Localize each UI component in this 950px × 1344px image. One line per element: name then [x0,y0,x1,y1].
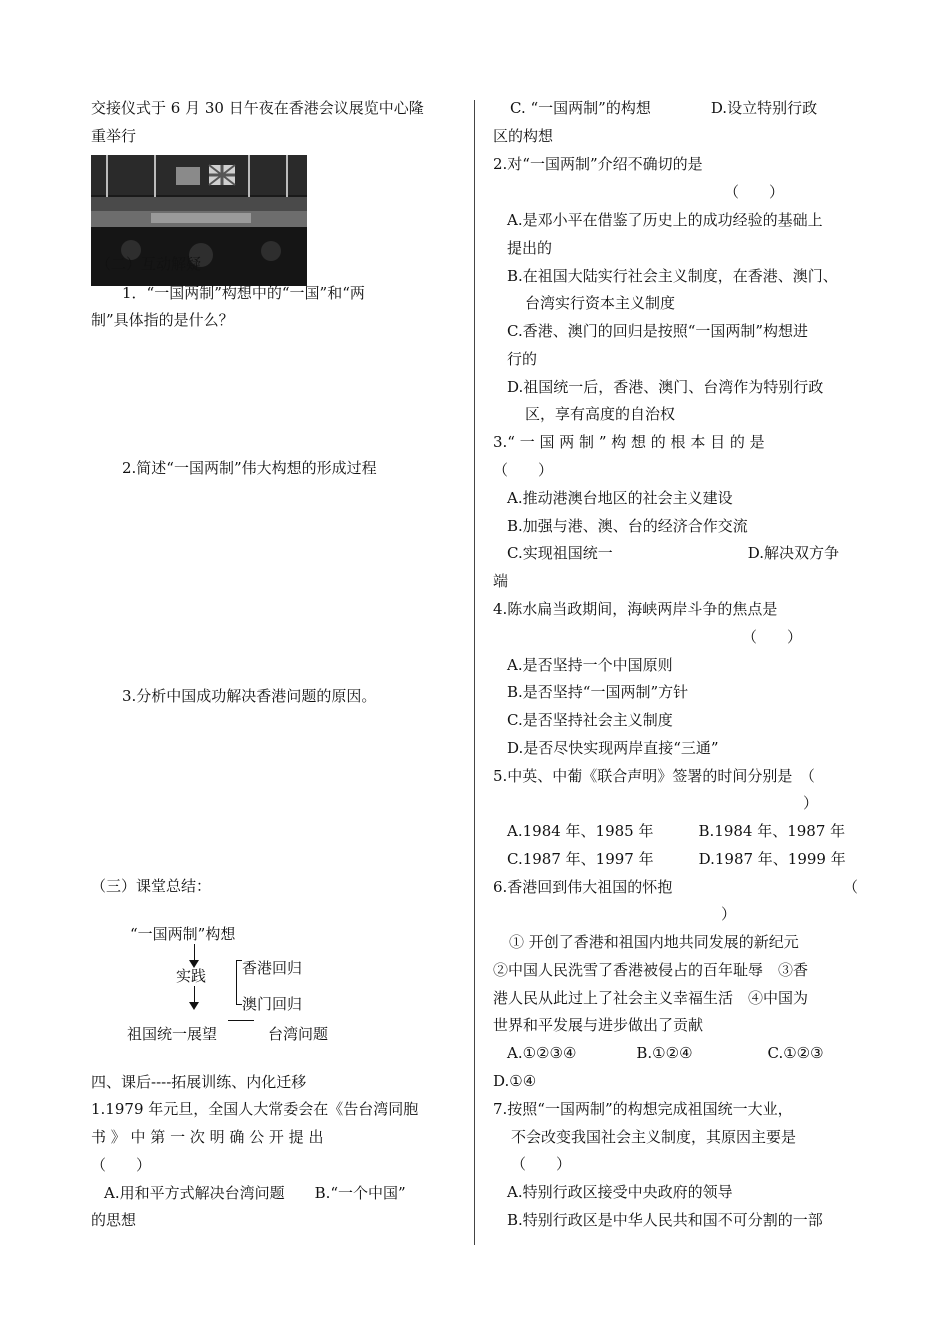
question-1-line2: 制”具体指的是什么？ [91,311,234,329]
q2-option-c: C.香港、澳门的回归是按照“一国两制”构想进 [507,322,809,340]
q5-options-cd: C.1987 年、1997 年 D.1987 年、1999 年 [507,850,846,868]
q6-statement-4: 世界和平发展与进步做出了贡献 [493,1016,704,1034]
q2-option-c-cont: 行的 [507,350,538,368]
q4-option-d: D.是否尽快实现两岸直接“三通” [507,739,719,757]
question-r6: 6.香港回到伟大祖国的怀抱 [493,878,673,896]
question-r4: 4.陈水扁当政期间，海峡两岸斗争的焦点是 [493,600,778,618]
q3-option-a: A.推动港澳台地区的社会主义建设 [507,489,733,507]
q3-option-b: B.加强与港、澳、台的经济合作交流 [507,517,748,535]
photo-caption-line2: 重举行 [91,127,137,145]
q4-option-c: C.是否坚持社会主义制度 [507,711,673,729]
question-r4-paren: （ ） [742,628,803,646]
q7-option-a: A.特别行政区接受中央政府的领导 [507,1183,733,1201]
question-r5: 5.中英、中葡《联合声明》签署的时间分别是 （ [493,767,815,785]
exercise-1-option-b-cont: 的思想 [91,1211,137,1229]
section-interactive-title: （二）互动解疑 [96,255,202,273]
q2-option-b: B.在祖国大陆实行社会主义制度，在香港、澳门、 [507,267,838,285]
q6-option-d: D.①④ [493,1072,537,1090]
question-r5-paren: ） [803,794,819,812]
q2-option-a: A.是邓小平在借鉴了历史上的成功经验的基础上 [507,211,823,229]
q3-option-d-cont: 端 [493,572,509,590]
bracket-line [236,960,237,1005]
question-r7-paren: （ ） [511,1155,572,1173]
connector-line [228,1020,254,1021]
section-summary-title: （三）课堂总结： [91,877,212,895]
diagram-hk-return: 香港回归 [242,959,303,977]
q7-option-b: B.特别行政区是中华人民共和国不可分割的一部 [507,1211,823,1229]
r-option-d-cont: 区的构想 [493,127,554,145]
question-r7-line2: 不会改变我国社会主义制度，其原因主要是 [511,1128,797,1146]
diagram-reunification-outlook: 祖国统一展望 [127,1025,218,1043]
q2-option-b-cont: 台湾实行资本主义制度 [525,294,676,312]
question-r3: 3.“ 一 国 两 制 ” 构 想 的 根 本 目 的 是 [493,433,765,451]
section-exercise-title: 四、课后----拓展训练、内化迁移 [91,1073,307,1091]
question-r7: 7.按照“一国两制”的构想完成祖国统一大业， [493,1100,793,1118]
q4-option-b: B.是否坚持“一国两制”方针 [507,683,689,701]
question-1-line1: 1．“一国两制”构想中的“一国”和“两 [122,284,365,302]
q3-option-cd: C.实现祖国统一 D.解决双方争 [507,544,839,562]
question-2: 2.简述“一国两制”伟大构想的形成过程 [122,459,377,477]
q6-options: A.①②③④ B.①②④ C.①②③ [507,1044,824,1062]
diagram-practice: 实践 [176,967,207,985]
question-r2: 2.对“一国两制”介绍不确切的是 [493,155,703,173]
q2-option-a-cont: 提出的 [507,239,553,257]
exercise-1-line1: 1.1979 年元旦，全国人大常委会在《告台湾同胞 [91,1100,419,1118]
question-3: 3.分析中国成功解决香港问题的原因。 [122,687,377,705]
exercise-1-answer-paren: （ ） [91,1156,152,1174]
r-option-cd: C. “一国两制”的构想 D.设立特别行政 [510,99,818,117]
q5-options-ab: A.1984 年、1985 年 B.1984 年、1987 年 [507,822,846,840]
q4-option-a: A.是否坚持一个中国原则 [507,656,673,674]
question-r6-open-paren: （ [843,878,859,896]
question-r3-paren: （ ） [493,461,554,479]
q6-statement-1: ① 开创了香港和祖国内地共同发展的新纪元 [509,933,799,951]
photo-caption-line1: 交接仪式于 6 月 30 日午夜在香港会议展览中心隆 [91,99,424,117]
diagram-one-country-two-systems: “一国两制”构想 [130,925,236,943]
q2-option-d: D.祖国统一后，香港、澳门、台湾作为特别行政 [507,378,824,396]
question-r2-paren: （ ） [724,183,785,201]
diagram-macao-return: 澳门回归 [242,995,303,1013]
question-r6-close-paren: ） [721,905,737,923]
exercise-1-options: A.用和平方式解决台湾问题 B.“一个中国” [104,1184,406,1202]
diagram-taiwan-issue: 台湾问题 [268,1025,329,1043]
q2-option-d-cont: 区，享有高度的自治权 [525,405,676,423]
q6-statement-2: ②中国人民洗雪了香港被侵占的百年耻辱 ③香 [493,961,809,979]
exercise-1-line2: 书 》 中 第 一 次 明 确 公 开 提 出 [91,1128,324,1146]
q6-statement-3: 港人民从此过上了社会主义幸福生活 ④中国为 [493,989,809,1007]
column-divider [474,100,475,1245]
arrow-down-icon [189,1002,199,1010]
